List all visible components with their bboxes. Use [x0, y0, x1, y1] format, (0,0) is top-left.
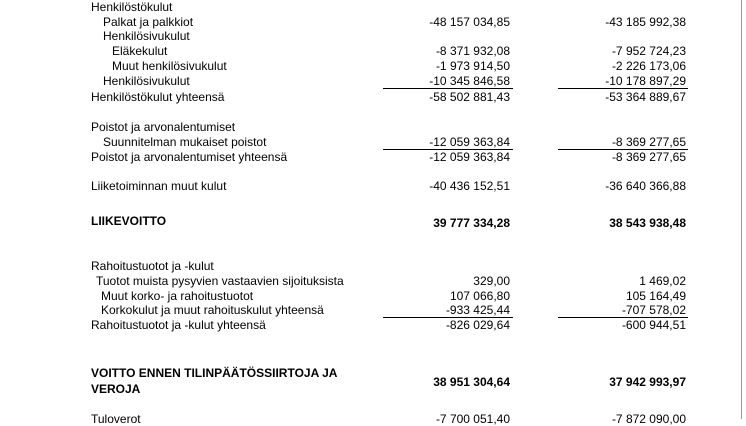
row-label: Henkilösivukulut [103, 74, 190, 88]
value-current-year: -7 700 051,40 [435, 412, 510, 426]
row-suunnitelman-poistot [0, 135, 746, 149]
value-previous-year: -600 944,51 [621, 318, 686, 332]
value-previous-year: -8 369 277,65 [611, 135, 686, 149]
value-current-year: -1 973 914,50 [435, 59, 510, 73]
row-label: VEROJA [91, 382, 141, 396]
value-current-year: 329,00 [473, 274, 510, 288]
row-voitto-ennen-line2 [0, 375, 746, 396]
row-liiketoiminnan-muut-kulut [0, 179, 746, 193]
value-current-year: -826 029,64 [445, 318, 510, 332]
row-korkokulut [0, 303, 746, 317]
row-tuloverot [0, 412, 746, 426]
value-current-year: -10 345 846,58 [429, 74, 510, 88]
value-previous-year: -2 226 173,06 [611, 59, 686, 73]
row-label: Eläkekulut [112, 44, 168, 58]
row-henkilosivukulut-total [0, 74, 746, 88]
value-previous-year: -36 640 366,88 [605, 179, 686, 193]
row-label: Poistot ja arvonalentumiset [91, 120, 236, 134]
subtotal-rule [558, 88, 688, 89]
row-henkilostokulut-yhteensa [0, 90, 746, 104]
page-edge-line [741, 0, 742, 419]
row-label: LIIKEVOITTO [91, 214, 167, 228]
row-label: Korkokulut ja muut rahoituskulut yhteensä [101, 303, 324, 317]
row-poistot-header [0, 120, 746, 134]
row-label: Tuotot muista pysyvien vastaavien sijoituksista [96, 274, 344, 288]
row-rahoitustuotot-yhteensa [0, 318, 746, 332]
value-current-year: 39 777 334,28 [433, 216, 510, 230]
subtotal-rule [383, 88, 513, 89]
value-previous-year: -43 185 992,38 [605, 15, 686, 29]
row-label: VOITTO ENNEN TILINPÄÄTÖSSIIRTOJA JA [91, 366, 338, 380]
row-label: Liiketoiminnan muut kulut [91, 179, 227, 193]
value-previous-year: 37 942 993,97 [609, 375, 686, 389]
value-current-year: -58 502 881,43 [429, 90, 510, 104]
row-label: Henkilösivukulut [103, 29, 190, 43]
row-elakekulut [0, 44, 746, 58]
value-current-year: 107 066,80 [449, 289, 510, 303]
row-label: Palkat ja palkkiot [103, 15, 194, 29]
value-previous-year: -7 872 090,00 [611, 412, 686, 426]
value-current-year: -933 425,44 [445, 303, 510, 317]
row-label: Muut henkilösivukulut [112, 59, 227, 73]
value-previous-year: 38 543 938,48 [609, 216, 686, 230]
row-muut-henkilosivukulut [0, 59, 746, 73]
row-label: Rahoitustuotot ja -kulut yhteensä [91, 318, 266, 332]
row-henkilosivukulut-header [0, 29, 746, 43]
row-liikevoitto [0, 214, 746, 228]
value-previous-year: -53 364 889,67 [605, 90, 686, 104]
row-muut-korkotuotot [0, 289, 746, 303]
value-current-year: -40 436 152,51 [429, 179, 510, 193]
value-previous-year: -8 369 277,65 [611, 150, 686, 164]
row-label: Rahoitustuotot ja -kulut [91, 259, 214, 273]
value-previous-year: -707 578,02 [621, 303, 686, 317]
row-tuotot-sijoituksista [0, 274, 746, 288]
value-previous-year: 105 164,49 [625, 289, 686, 303]
value-current-year: -48 157 034,85 [429, 15, 510, 29]
value-previous-year: -10 178 897,29 [605, 74, 686, 88]
row-label: Muut korko- ja rahoitustuotot [101, 289, 254, 303]
row-henkilostokulut-header [0, 0, 746, 14]
value-previous-year: 1 469,02 [639, 274, 686, 288]
row-palkat [0, 15, 746, 29]
row-label: Suunnitelman mukaiset poistot [103, 135, 267, 149]
row-poistot-yhteensa [0, 150, 746, 164]
row-label: Henkilöstökulut [91, 0, 173, 14]
row-rahoitustuotot-header [0, 259, 746, 273]
row-label: Tuloverot [91, 412, 141, 426]
row-label: Poistot ja arvonalentumiset yhteensä [91, 150, 288, 164]
value-previous-year: -7 952 724,23 [611, 44, 686, 58]
value-current-year: 38 951 304,64 [433, 375, 510, 389]
value-current-year: -12 059 363,84 [429, 135, 510, 149]
value-current-year: -8 371 932,08 [435, 44, 510, 58]
row-label: Henkilöstökulut yhteensä [91, 90, 225, 104]
value-current-year: -12 059 363,84 [429, 150, 510, 164]
